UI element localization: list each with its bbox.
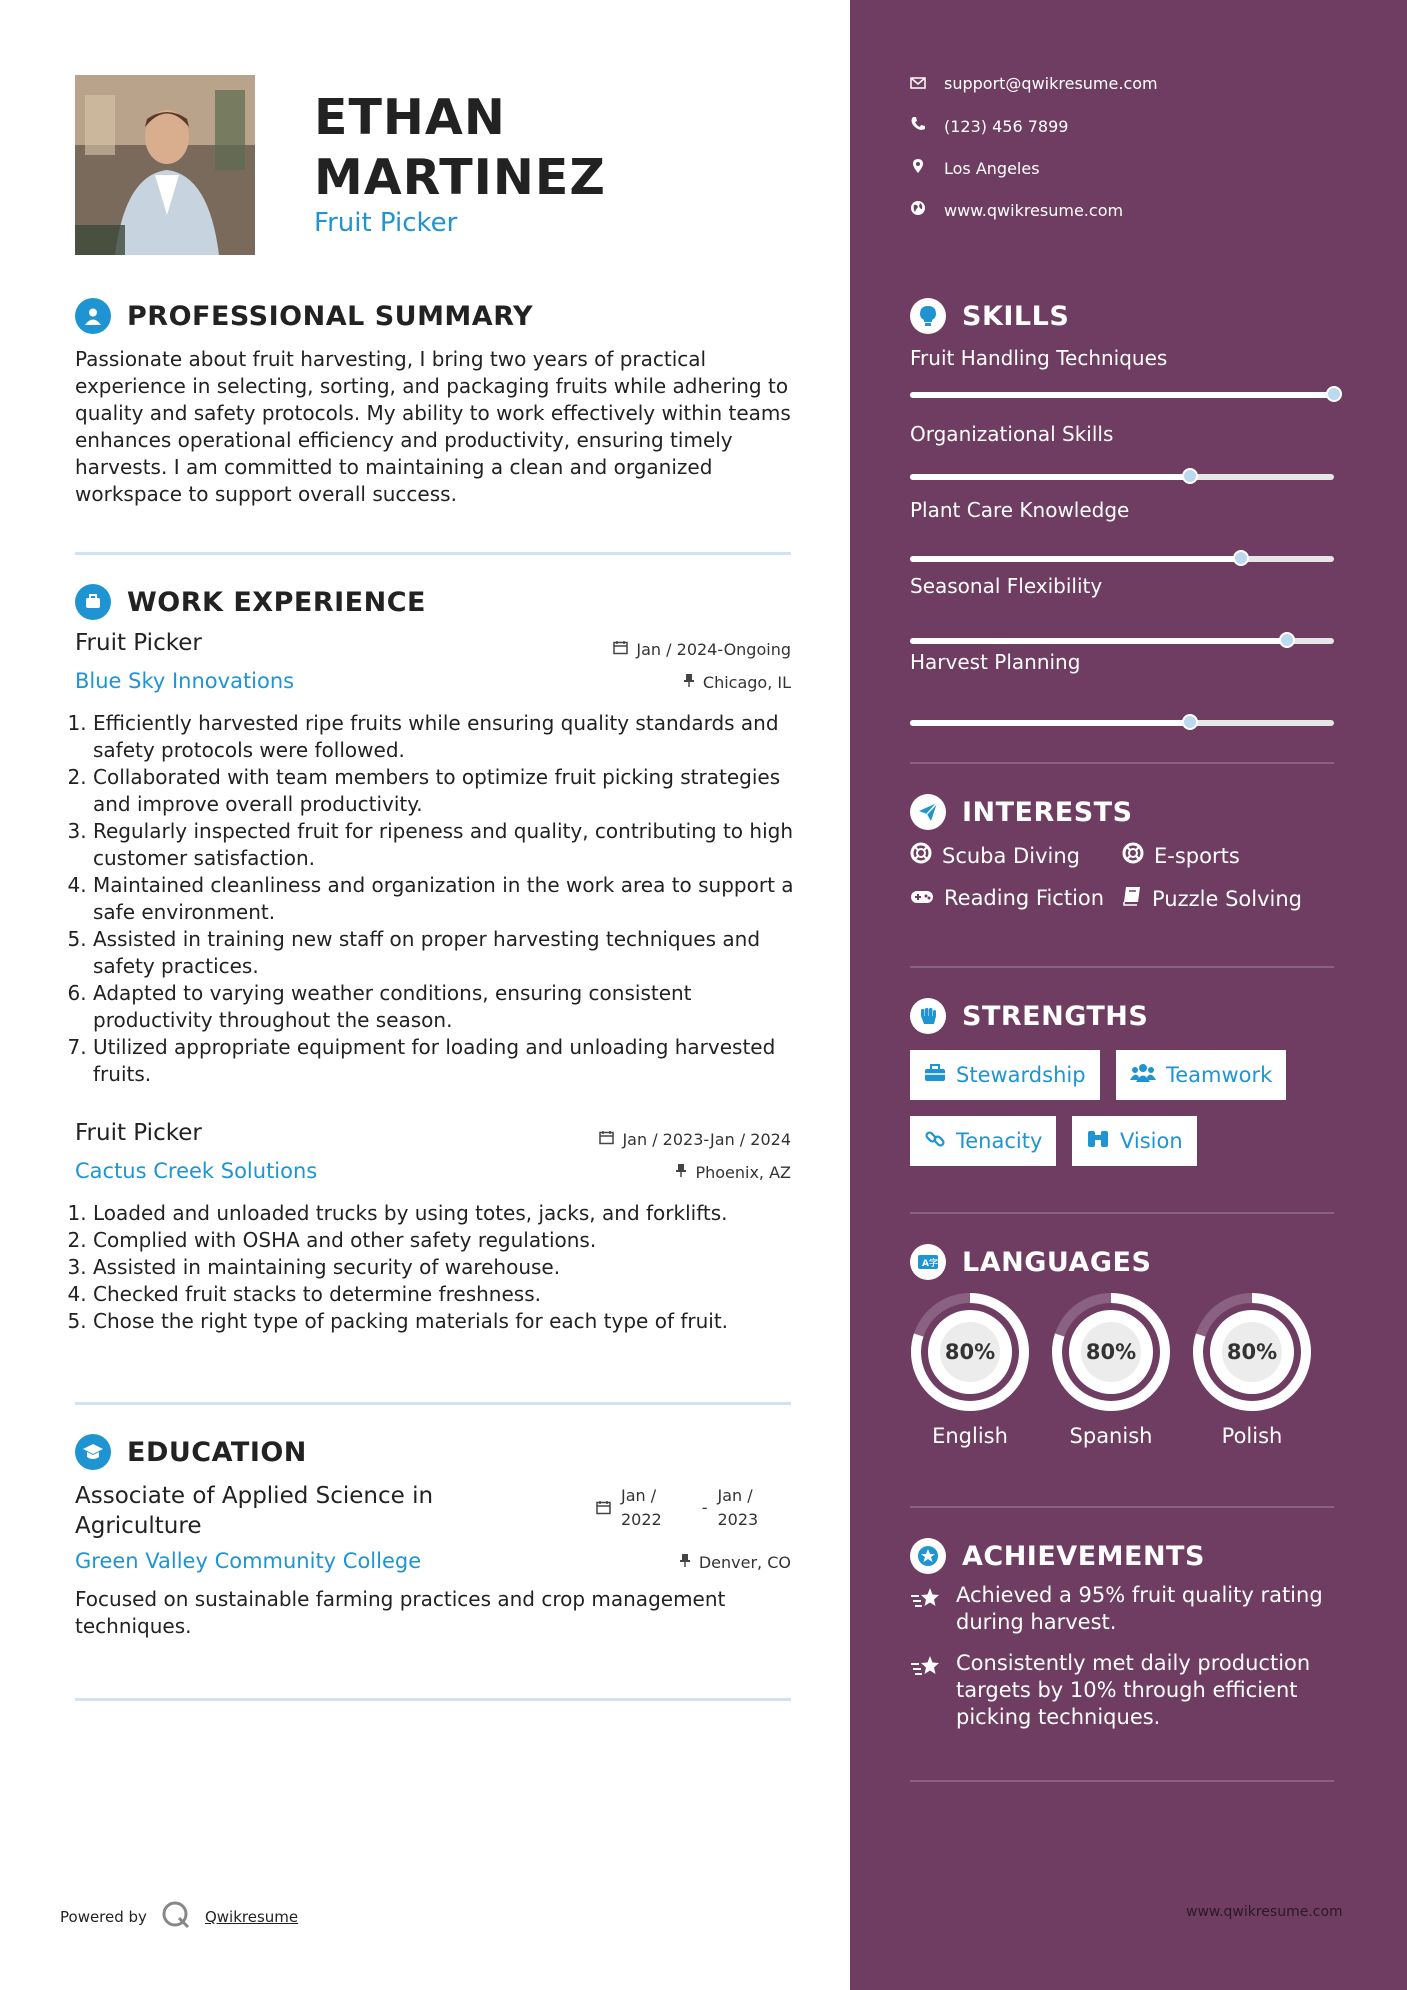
pin-icon xyxy=(675,1163,687,1182)
svg-text:字: 字 xyxy=(929,1259,939,1269)
language-icon xyxy=(910,1244,946,1280)
interests-header xyxy=(910,794,1133,830)
list-item: 4. Checked fruit stacks to determine freshness. xyxy=(93,1281,823,1308)
skill-label: Harvest Planning xyxy=(910,650,1081,674)
divider xyxy=(75,552,791,555)
education-location xyxy=(679,1553,791,1572)
link-icon xyxy=(924,1128,946,1155)
degree-line2: Agriculture xyxy=(75,1513,202,1539)
email-text: support@qwikresume.com xyxy=(944,74,1158,93)
strengths-heading: STRENGTHS xyxy=(962,1000,1149,1032)
interest-item xyxy=(910,886,1104,910)
name-last: MARTINEZ xyxy=(314,149,606,206)
shooting-star-icon xyxy=(910,1654,942,1731)
education-header xyxy=(75,1434,307,1470)
list-item: 6. Adapted to varying weather conditions, ensuring consistent productivity throughout the season. xyxy=(93,980,813,1034)
job2-date-range: Jan / 2023-Jan / 2024 xyxy=(622,1130,791,1149)
website-text: www.qwikresume.com xyxy=(944,200,1124,220)
strength-label: Vision xyxy=(1120,1129,1183,1153)
contact-website[interactable] xyxy=(910,200,1123,220)
lightbulb-icon xyxy=(910,298,946,334)
skill-label: Seasonal Flexibility xyxy=(910,574,1103,598)
education-end xyxy=(718,1484,759,1532)
list-item: 7. Utilized appropriate equipment for loading and unloading harvested fruits. xyxy=(93,1034,813,1088)
name-first: ETHAN xyxy=(314,89,506,146)
education-dates xyxy=(596,1484,758,1532)
start-year: 2022 xyxy=(621,1510,662,1529)
contact-phone[interactable] xyxy=(910,116,1068,136)
job1-location-text: Chicago, IL xyxy=(702,673,791,692)
pin-icon xyxy=(679,1553,691,1572)
achievements-header xyxy=(910,1538,1205,1574)
job1-company: Blue Sky Innovations xyxy=(75,669,295,693)
divider xyxy=(75,1402,791,1405)
profile-photo xyxy=(75,75,255,255)
users-icon xyxy=(1130,1063,1156,1088)
globe-icon xyxy=(910,200,926,220)
language-percent: 80% xyxy=(944,1340,996,1364)
interest-label: Reading Fiction xyxy=(944,886,1105,910)
list-item: 5. Chose the right type of packing materials for each type of fruit. xyxy=(93,1308,823,1335)
language-name: Spanish xyxy=(1069,1424,1153,1448)
degree xyxy=(75,1481,433,1541)
language-name: English xyxy=(932,1424,1008,1448)
powered-by-text: Powered by xyxy=(60,1908,147,1926)
strength-chip xyxy=(910,1116,1056,1166)
interest-label: Puzzle Solving xyxy=(1152,886,1302,911)
list-item: 5. Assisted in training new staff on proper harvesting techniques and safety practices. xyxy=(93,926,813,980)
skill-label: Fruit Handling Techniques xyxy=(910,346,1168,370)
divider xyxy=(910,966,1334,968)
calendar-icon xyxy=(596,1498,611,1522)
end-month: Jan / xyxy=(717,1486,753,1505)
interest-item xyxy=(910,842,1080,869)
skill-bar xyxy=(910,474,1334,480)
contact-location xyxy=(910,158,1040,178)
calendar-icon xyxy=(613,640,628,659)
skill-bar-knob xyxy=(1233,550,1249,566)
school-name: Green Valley Community College xyxy=(75,1549,422,1573)
strength-chip xyxy=(910,1050,1100,1100)
degree-line1: Associate of Applied Science in xyxy=(75,1483,434,1509)
start-month: Jan / xyxy=(621,1486,657,1505)
date-separator: - xyxy=(701,1498,708,1517)
book-icon xyxy=(1122,886,1142,911)
languages-heading: LANGUAGES xyxy=(962,1246,1152,1278)
skill-bar-fill xyxy=(910,720,1190,726)
qwikresume-link[interactable]: Qwikresume xyxy=(204,1908,299,1926)
summary-text: Passionate about fruit harvesting, I bring two years of practical experience in selecting, sorting, and packaging fruits while adhering to quality and safety protocols. My ability to work effectively within teams enhances operational efficiency and productivity, ensuring timely harvests. I am committed to maintaining a clean and organized workspace to support overall success. xyxy=(75,347,791,506)
divider xyxy=(75,1698,791,1701)
language-ring xyxy=(1192,1292,1312,1412)
language-ring xyxy=(1051,1292,1171,1412)
life-ring-icon xyxy=(1122,842,1144,869)
list-item: 4. Maintained cleanliness and organization in the work area to support a safe environment. xyxy=(93,872,813,926)
strengths-header xyxy=(910,998,1148,1034)
star-badge-icon xyxy=(910,1538,946,1574)
list-item: 2. Collaborated with team members to optimize fruit picking strategies and improve overall productivity. xyxy=(93,764,813,818)
language-percent: 80% xyxy=(1226,1340,1278,1364)
achievement-text: Consistently met daily production targets by 10% through efficient picking techniques. xyxy=(956,1651,1311,1729)
strength-chip xyxy=(1116,1050,1286,1100)
skill-label: Plant Care Knowledge xyxy=(910,498,1130,522)
achievements-heading: ACHIEVEMENTS xyxy=(962,1540,1205,1572)
skill-bar-fill xyxy=(910,474,1190,480)
interest-item xyxy=(1122,886,1302,911)
list-item: 1. Efficiently harvested ripe fruits while ensuring quality standards and safety protocols were followed. xyxy=(93,710,813,764)
experience-header xyxy=(75,584,426,620)
shooting-star-icon xyxy=(910,1586,942,1636)
briefcase-icon xyxy=(75,584,111,620)
strength-label: Teamwork xyxy=(1166,1063,1273,1087)
education-description: Focused on sustainable farming practices and crop management techniques. xyxy=(75,1587,726,1638)
job1-title: Fruit Picker xyxy=(75,630,202,656)
interest-item xyxy=(1122,842,1240,869)
language-percent: 80% xyxy=(1085,1340,1137,1364)
skill-bar-knob xyxy=(1182,714,1198,730)
map-pin-icon xyxy=(910,158,926,178)
skills-header xyxy=(910,298,1069,334)
job1-date-range: Jan / 2024-Ongoing xyxy=(636,640,791,659)
job2-bullets xyxy=(75,1200,823,1335)
list-item: 1. Loaded and unloaded trucks by using totes, jacks, and forklifts. xyxy=(93,1200,823,1227)
footer-site-link[interactable]: www.qwikresume.com xyxy=(1186,1904,1343,1920)
skill-bar-fill xyxy=(910,556,1241,562)
envelope-icon xyxy=(910,74,926,93)
job2-company: Cactus Creek Solutions xyxy=(75,1159,318,1183)
language-name: Polish xyxy=(1221,1424,1283,1448)
job1-dates xyxy=(613,640,791,659)
fist-icon xyxy=(910,998,946,1034)
binoculars-icon xyxy=(1086,1129,1110,1154)
summary-header xyxy=(75,298,533,334)
skill-bar-fill xyxy=(910,638,1287,644)
education-heading: EDUCATION xyxy=(127,1436,307,1468)
achievement-item xyxy=(910,1650,1334,1731)
qwikresume-logo-icon xyxy=(161,1900,191,1934)
briefcase-icon xyxy=(924,1063,946,1087)
job2-dates xyxy=(599,1130,791,1149)
life-ring-icon xyxy=(910,842,932,869)
summary-heading: PROFESSIONAL SUMMARY xyxy=(127,300,534,332)
skill-bar-knob xyxy=(1326,386,1342,402)
skill-label: Organizational Skills xyxy=(910,422,1114,446)
gamepad-icon xyxy=(910,886,934,910)
job2-title: Fruit Picker xyxy=(75,1120,202,1146)
achievement-item xyxy=(910,1582,1334,1636)
graduation-cap-icon xyxy=(75,1434,111,1470)
education-location-text: Denver, CO xyxy=(698,1553,791,1572)
list-item: 3. Assisted in maintaining security of warehouse. xyxy=(93,1254,823,1281)
interest-label: E-sports xyxy=(1154,843,1240,868)
strength-label: Tenacity xyxy=(956,1129,1043,1153)
skill-bar xyxy=(910,638,1334,644)
list-item: 3. Regularly inspected fruit for ripeness and quality, contributing to high customer satisfaction. xyxy=(93,818,813,872)
divider xyxy=(910,762,1334,764)
skill-bar-fill xyxy=(910,392,1334,398)
skill-bar xyxy=(910,720,1334,726)
phone-icon xyxy=(910,116,926,136)
pin-icon xyxy=(683,673,695,692)
contact-email[interactable] xyxy=(910,74,1158,93)
phone-text: (123) 456 7899 xyxy=(944,116,1069,136)
skill-bar xyxy=(910,556,1334,562)
divider xyxy=(910,1780,1334,1782)
calendar-icon xyxy=(599,1130,614,1149)
strength-chip xyxy=(1072,1116,1197,1166)
skill-bar xyxy=(910,392,1334,398)
language-ring xyxy=(910,1292,1030,1412)
experience-heading: WORK EXPERIENCE xyxy=(127,586,426,618)
footer-branding xyxy=(60,1900,298,1934)
skills-heading: SKILLS xyxy=(962,300,1070,332)
divider xyxy=(910,1212,1334,1214)
interest-label: Scuba Diving xyxy=(942,843,1080,868)
education-start xyxy=(621,1484,662,1532)
languages-header xyxy=(910,1244,1151,1280)
job2-location xyxy=(675,1163,791,1182)
svg-text:A: A xyxy=(922,1259,929,1269)
full-name xyxy=(314,88,606,208)
job2-location-text: Phoenix, AZ xyxy=(695,1163,791,1182)
skill-bar-knob xyxy=(1182,468,1198,484)
job1-location xyxy=(683,673,791,692)
divider xyxy=(910,1506,1334,1508)
end-year: 2023 xyxy=(717,1510,759,1529)
achievement-text: Achieved a 95% fruit quality rating during harvest. xyxy=(956,1583,1323,1634)
paper-plane-icon xyxy=(910,794,946,830)
location-text: Los Angeles xyxy=(944,158,1040,178)
job-title: Fruit Picker xyxy=(314,208,458,238)
job1-bullets xyxy=(75,710,813,1088)
interests-heading: INTERESTS xyxy=(962,796,1133,828)
strength-label: Stewardship xyxy=(956,1063,1086,1087)
user-icon xyxy=(75,298,111,334)
list-item: 2. Complied with OSHA and other safety regulations. xyxy=(93,1227,823,1254)
